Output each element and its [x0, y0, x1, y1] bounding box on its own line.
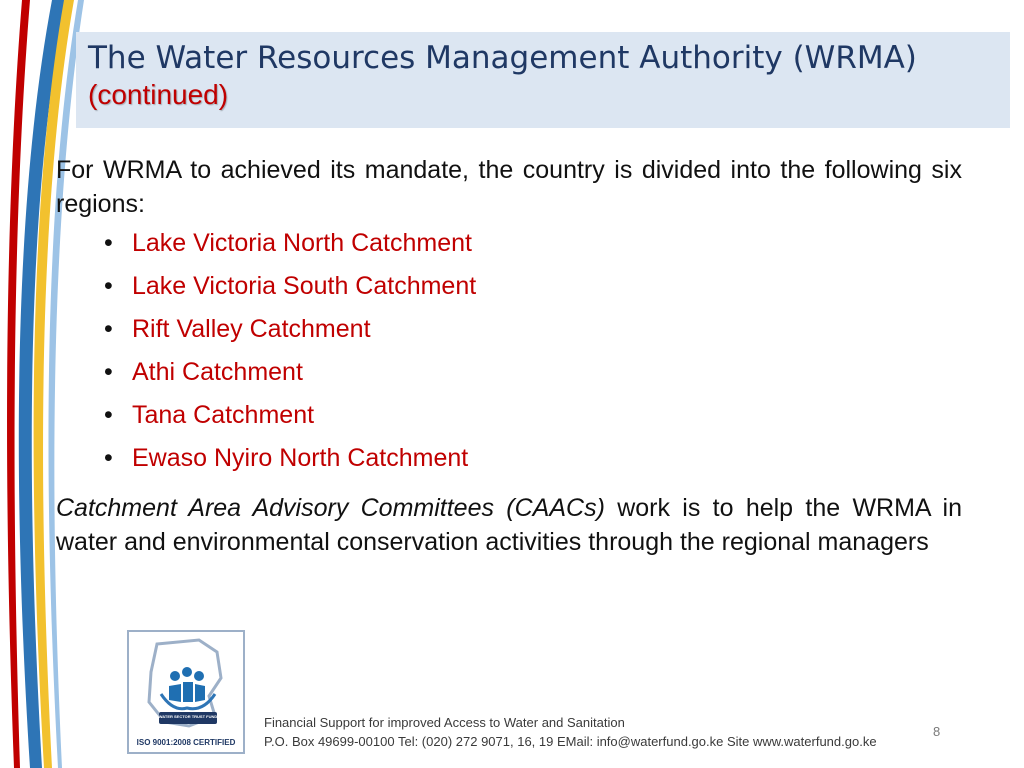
bullet-icon: •: [104, 444, 113, 472]
caac-paragraph: [56, 491, 962, 559]
logo-ribbon-text: WATER SECTOR TRUST FUND: [158, 714, 218, 719]
kenya-map-icon: [129, 632, 243, 736]
footer-tagline: Financial Support for improved Access to Water and Sanitation: [264, 715, 625, 730]
page-number: 8: [933, 724, 941, 739]
regions-list: [104, 222, 476, 480]
list-item: [104, 308, 476, 351]
region-name: Lake Victoria South Catchment: [132, 272, 477, 300]
bullet-icon: •: [104, 315, 113, 343]
list-item: [104, 265, 476, 308]
title-banner: [76, 32, 1010, 128]
iso-certification: ISO 9001:2008 CERTIFIED: [136, 738, 236, 747]
region-name: Rift Valley Catchment: [132, 315, 371, 343]
list-item: [104, 222, 476, 265]
slide-title: The Water Resources Management Authority (WRMA): [88, 40, 917, 76]
list-item: [104, 437, 476, 480]
list-item: [104, 394, 476, 437]
intro-paragraph: For WRMA to achieved its mandate, the country is divided into the following six regions:: [56, 156, 962, 218]
region-name: Athi Catchment: [132, 358, 303, 386]
list-item: [104, 351, 476, 394]
bullet-icon: •: [104, 401, 113, 429]
caac-term: Catchment Area Advisory Committees (CAACs): [56, 494, 605, 522]
footer-contact: P.O. Box 49699-00100 Tel: (020) 272 9071, 16, 19 EMail: info@waterfund.go.ke Site www.waterfund.go.ke: [264, 734, 877, 749]
slide-subtitle: (continued): [88, 79, 229, 110]
region-name: Ewaso Nyiro North Catchment: [132, 444, 469, 472]
bullet-icon: •: [104, 358, 113, 386]
region-name: Lake Victoria North Catchment: [132, 229, 472, 257]
bullet-icon: •: [104, 272, 113, 300]
trust-fund-logo: [127, 630, 245, 754]
caac-description: work is to help the WRMA in water and environmental conservation activities through the regional managers: [56, 494, 962, 556]
bullet-icon: •: [104, 229, 113, 257]
region-name: Tana Catchment: [132, 401, 315, 429]
